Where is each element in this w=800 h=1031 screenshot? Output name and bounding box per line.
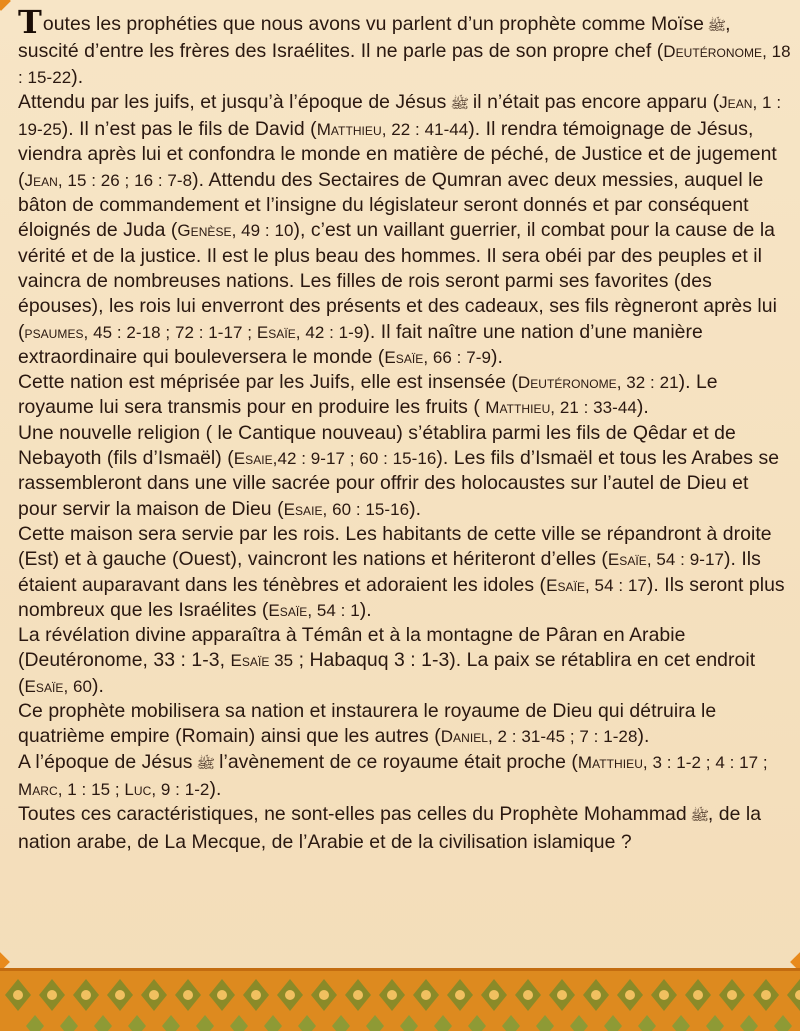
body-text: Attendu par les juifs, et jusqu’à l’époque de Jésus	[18, 90, 452, 113]
scripture-reference: Matthieu, 21 : 33-44	[485, 398, 637, 418]
scripture-reference: Deutéronome, 18 : 15-22	[18, 42, 791, 87]
border-motif	[243, 979, 282, 1031]
body-text: ). Les fils d’Ismaël et tous les Arabes se rassembleront dans une ville sacrée pour offrir des holocaustes sur l’autel de Dieu et pour servir la maison de Dieu (	[18, 447, 780, 520]
paragraph	[18, 370, 792, 421]
scripture-reference: Esaïe, 54 : 9-17	[607, 550, 724, 570]
body-text: il n’était pas encore apparu (	[467, 90, 720, 113]
body-text: , suscité d’entre les frères des Israélites. Il ne parle pas de son propre chef (	[18, 13, 731, 63]
border-motif	[685, 979, 724, 1031]
border-pattern	[0, 971, 800, 1031]
border-motif	[447, 979, 486, 1031]
scripture-reference: Esaie,42 : 9-17 ; 60 : 15-16	[233, 449, 437, 469]
paragraph	[18, 522, 792, 623]
body-text: ).	[71, 65, 84, 88]
decorative-border	[0, 968, 800, 1031]
scripture-reference: Jean, 15 : 26 ; 16 : 7-8	[24, 170, 193, 190]
border-motif	[651, 979, 690, 1031]
scripture-reference: Genèse, 49 : 10	[177, 221, 294, 241]
body-text: Toutes ces caractéristiques, ne sont-elles pas celles du Prophète Mohammad	[18, 803, 693, 826]
body-text: ).	[409, 497, 422, 520]
border-motif	[379, 979, 418, 1031]
border-motif	[515, 979, 554, 1031]
border-motif	[73, 979, 112, 1031]
scripture-reference: Daniel, 2 : 31-45 ; 7 : 1-28	[440, 727, 638, 747]
scripture-reference: Matthieu, 22 : 41-44	[316, 120, 469, 140]
border-motif	[413, 979, 452, 1031]
body-text: l’avènement de ce royaume était proche (	[213, 750, 578, 773]
body-text: Ce prophète mobilisera sa nation et instaurera le royaume de Dieu qui détruira le quatrième empire (Romain) ainsi que les autres (	[18, 700, 717, 748]
body-text: ). Il fait naître une nation d’une manière extraordinaire qui bouleversera le monde (	[18, 320, 703, 368]
body-text: ). Ils seront plus nombreux que les Israélites (	[18, 573, 785, 621]
paragraph	[18, 90, 792, 370]
body-text: ).	[92, 674, 104, 697]
honorific-glyph: ﷺ	[690, 809, 710, 825]
scripture-reference: Esaïe, 54 : 17	[546, 575, 647, 595]
honorific-glyph: ﷺ	[196, 756, 216, 772]
border-motif	[719, 979, 758, 1031]
border-motif	[141, 979, 180, 1031]
body-text: ), c’est un vaillant guerrier, il combat pour la cause de la vérité et de la justice. Il est le plus beau des hommes. Il sera obéi par des peuples et il vaincra de nombreuses nations. Les filles de rois seront parmi ses favorites (des épouses), les rois lui enverront des présents et des cadeaux, ses fils règneront après lui (	[18, 219, 777, 343]
scripture-reference: Esaïe, 66 : 7-9	[384, 347, 491, 367]
paragraph	[18, 802, 792, 855]
scripture-reference: Esaïe, 54 : 1	[268, 600, 360, 620]
paragraph	[18, 750, 792, 803]
scripture-reference: Matthieu, 3 : 1-2 ; 4 : 17 ; Marc, 1 : 15 ; Luc, 9 : 1-2	[18, 752, 768, 799]
body-text: A l’époque de Jésus	[18, 750, 198, 773]
scripture-reference: Esaie, 60 : 15-16	[283, 499, 410, 519]
border-motif	[583, 979, 622, 1031]
border-motif	[617, 979, 656, 1031]
scripture-reference: Jean, 1 : 19-25	[18, 92, 782, 140]
honorific-glyph: ﷺ	[707, 19, 727, 34]
scripture-reference: psaumes, 45 : 2-18 ; 72 : 1-17 ; Esaïe, 42 : 1-9	[24, 322, 364, 342]
body-text: La révélation divine apparaîtra à Témân et à la montagne de Pâran en Arabie (Deutéronome, 33 : 1-3,	[18, 624, 686, 672]
paragraph	[18, 623, 792, 699]
scripture-reference: Esaïe 35	[230, 651, 294, 671]
body-text: ). Il rendra témoignage de Jésus, viendra après lui et confondra le monde en matière de péché, de Justice et de jugement (	[18, 118, 777, 191]
body-text: ).	[490, 345, 503, 368]
body-text: ).	[636, 396, 649, 419]
body-text: outes les prophéties que nous avons vu parlent d’un prophète comme Moïse	[42, 13, 710, 35]
body-text: Cette nation est méprisée par les Juifs, elle est insensée (	[18, 371, 518, 394]
body-text: ).	[359, 598, 372, 621]
border-motif	[481, 979, 520, 1031]
border-motif	[549, 979, 588, 1031]
scripture-reference: Esaïe, 60	[24, 676, 93, 696]
honorific-glyph: ﷺ	[450, 96, 470, 112]
body-text: ).	[637, 725, 650, 748]
border-motif	[311, 979, 350, 1031]
body-text: ). Attendu des Sectaires de Qumran avec deux messies, auquel le bâton de commandement et l’insigne du législateur seront donnés et par conséquent éloignés de Juda (	[18, 168, 764, 242]
border-motif	[209, 979, 248, 1031]
body-text: Une nouvelle religion ( le Cantique nouveau) s’établira parmi les fils de Qêdar et de Nebayoth (fils d’Ismaël) (	[18, 421, 736, 470]
paragraph	[18, 699, 792, 750]
scripture-reference: Deutéronome, 32 : 21	[517, 373, 679, 393]
body-text: ; Habaquq 3 : 1-3). La paix se rétablira en cet endroit (	[18, 649, 756, 697]
border-motif	[39, 979, 78, 1031]
body-text: ). Il n’est pas le fils de David (	[61, 118, 317, 141]
border-motif	[175, 979, 214, 1031]
document-body	[18, 3, 792, 855]
border-motif	[345, 979, 384, 1031]
corner-ornament	[0, 0, 11, 11]
body-text: ). Ils étaient auparavant dans les ténèbres et adoraient les idoles (	[18, 548, 761, 596]
body-text: ). Le royaume lui sera transmis pour en produire les fruits (	[18, 371, 718, 419]
paragraph	[18, 3, 792, 90]
body-text: ).	[209, 777, 222, 800]
border-motif	[277, 979, 316, 1031]
border-motif	[5, 979, 44, 1031]
body-text: , de la nation arabe, de La Mecque, de l’Arabie et de la civilisation islamique ?	[18, 803, 762, 853]
border-motif	[107, 979, 146, 1031]
drop-letter: T	[18, 3, 42, 41]
paragraph	[18, 421, 792, 522]
body-text: Cette maison sera servie par les rois. Les habitants de cette ville se répandront à droite (Est) et à gauche (Ouest), vaincront les nations et hériteront d’elles (	[18, 522, 772, 571]
border-motif	[753, 979, 792, 1031]
